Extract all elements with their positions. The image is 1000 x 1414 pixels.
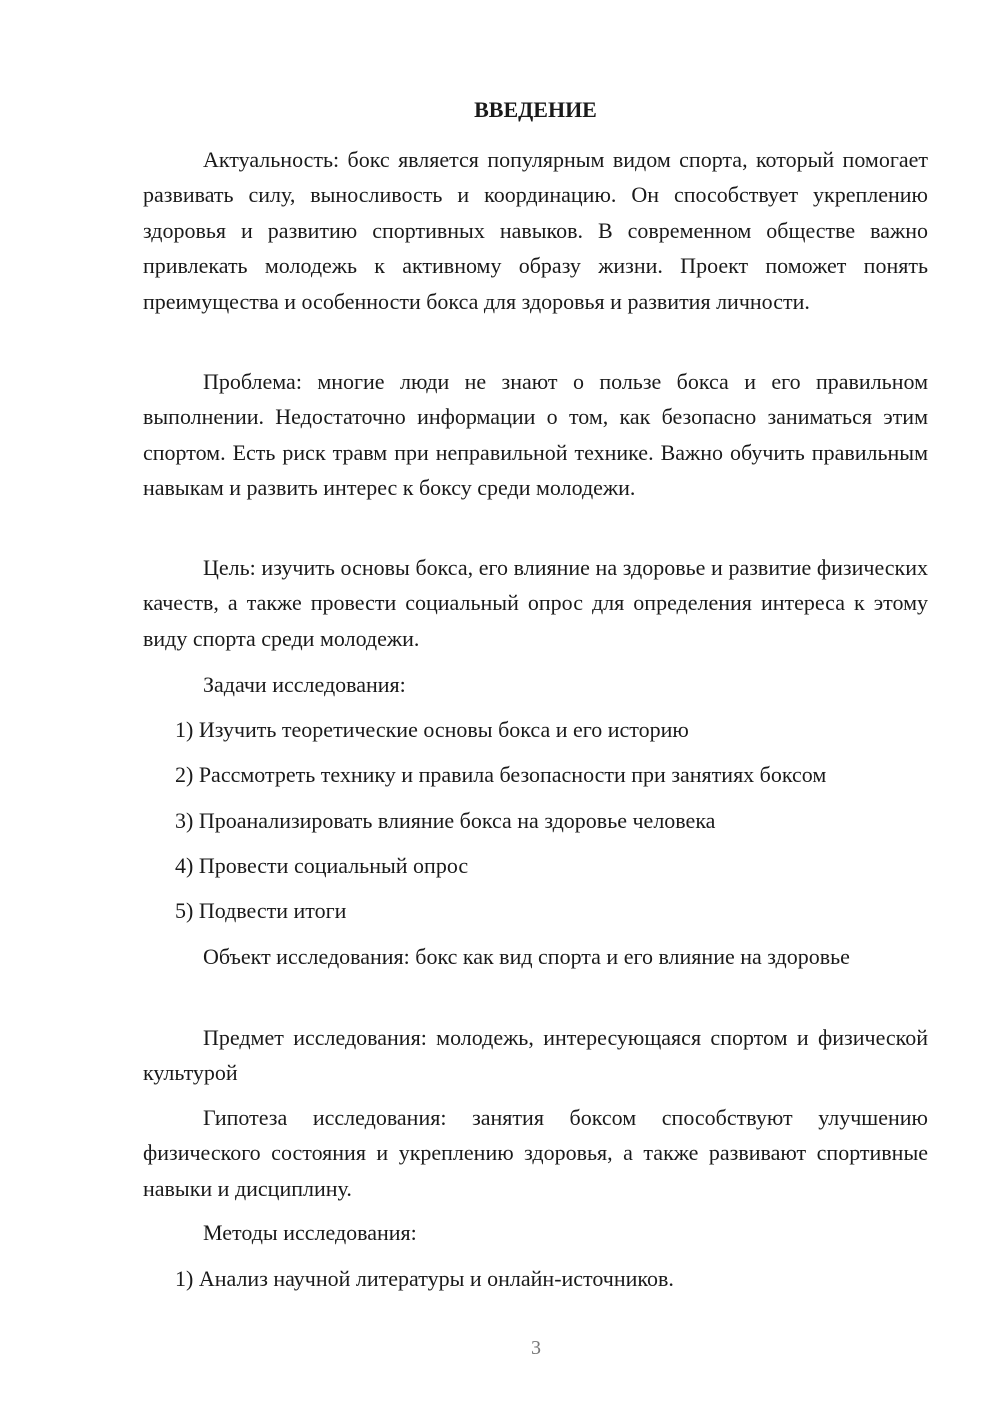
tasks-heading: Задачи исследования:	[203, 672, 406, 697]
paragraph-goal: Цель: изучить основы бокса, его влияние на здоровье и развитие физических качеств, а также провести социальный опрос для определения интереса к этому виду спорта среди молодежи.	[143, 555, 928, 651]
task-item: 3) Проанализировать влияние бокса на здоровье человека	[175, 808, 716, 833]
task-item: 5) Подвести итоги	[175, 898, 347, 923]
task-item: 4) Провести социальный опрос	[175, 853, 469, 878]
page-number: 3	[531, 1337, 541, 1359]
method-item: 1) Анализ научной литературы и онлайн-источников.	[175, 1266, 674, 1291]
paragraph-object: Объект исследования: бокс как вид спорта и его влияние на здоровье	[203, 944, 850, 969]
paragraph-relevance: Актуальность: бокс является популярным видом спорта, который помогает развивать силу, выносливость и координацию. Он способствует укреплению здоровья и развитию спортивных навыков. В современном обществе важно привлекать молодежь к активному образу жизни. Проект поможет понять преимущества и особенности бокса для здоровья и развития личности.	[143, 147, 928, 314]
paragraph-subject: Предмет исследования: молодежь, интересующаяся спортом и физической культурой	[143, 1025, 928, 1086]
paragraph-problem: Проблема: многие люди не знают о пользе бокса и его правильном выполнении. Недостаточно информации о том, как безопасно заниматься этим спортом. Есть риск травм при неправильной технике. Важно обучить правильным навыкам и развить интерес к боксу среди молодежи.	[143, 369, 928, 501]
task-item: 2) Рассмотреть технику и правила безопасности при занятиях боксом	[175, 762, 827, 787]
paragraph-hypothesis: Гипотеза исследования: занятия боксом способствуют улучшению физического состояния и укреплению здоровья, а также развивают спортивные навыки и дисциплину.	[143, 1105, 928, 1201]
page-title: ВВЕДЕНИЕ	[474, 97, 597, 122]
task-item: 1) Изучить теоретические основы бокса и его историю	[175, 717, 689, 742]
methods-heading: Методы исследования:	[203, 1220, 417, 1245]
